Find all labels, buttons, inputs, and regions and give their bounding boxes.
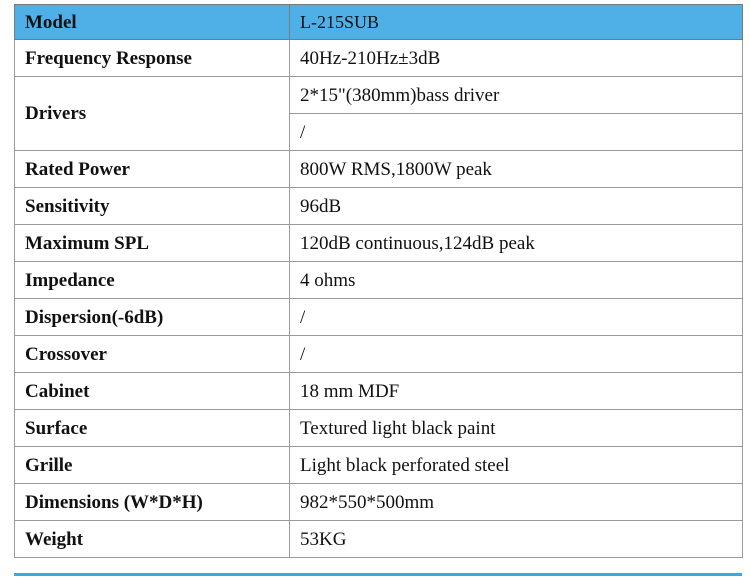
impedance-value: 4 ohms [290, 262, 743, 299]
surface-label: Surface [15, 410, 290, 447]
impedance-label: Impedance [15, 262, 290, 299]
weight-label: Weight [15, 521, 290, 558]
spec-table [14, 4, 743, 558]
surface-value: Textured light black paint [290, 410, 743, 447]
weight-value: 53KG [290, 521, 743, 558]
sensitivity-value: 96dB [290, 188, 743, 225]
row-rated-power [15, 151, 743, 188]
row-drivers [15, 77, 743, 114]
dispersion-label: Dispersion(-6dB) [15, 299, 290, 336]
dispersion-value: / [290, 299, 743, 336]
maximum-spl-value: 120dB continuous,124dB peak [290, 225, 743, 262]
row-maximum-spl [15, 225, 743, 262]
row-grille [15, 447, 743, 484]
header-row-model [15, 5, 743, 40]
crossover-label: Crossover [15, 336, 290, 373]
drivers-value-secondary: / [290, 114, 743, 151]
row-crossover [15, 336, 743, 373]
crossover-value: / [290, 336, 743, 373]
grille-label: Grille [15, 447, 290, 484]
maximum-spl-label: Maximum SPL [15, 225, 290, 262]
cabinet-value: 18 mm MDF [290, 373, 743, 410]
row-dispersion [15, 299, 743, 336]
model-value: L-215SUB [290, 5, 743, 40]
row-surface [15, 410, 743, 447]
dimensions-label: Dimensions (W*D*H) [15, 484, 290, 521]
rated-power-value: 800W RMS,1800W peak [290, 151, 743, 188]
frequency-response-value: 40Hz-210Hz±3dB [290, 40, 743, 77]
row-cabinet [15, 373, 743, 410]
cabinet-label: Cabinet [15, 373, 290, 410]
model-label: Model [15, 5, 290, 40]
bottom-accent-rule [14, 573, 742, 576]
row-impedance [15, 262, 743, 299]
dimensions-value: 982*550*500mm [290, 484, 743, 521]
rated-power-label: Rated Power [15, 151, 290, 188]
grille-value: Light black perforated steel [290, 447, 743, 484]
row-sensitivity [15, 188, 743, 225]
row-frequency-response [15, 40, 743, 77]
sensitivity-label: Sensitivity [15, 188, 290, 225]
drivers-value-bass: 2*15"(380mm)bass driver [290, 77, 743, 114]
drivers-label: Drivers [15, 77, 290, 151]
frequency-response-label: Frequency Response [15, 40, 290, 77]
row-weight [15, 521, 743, 558]
row-dimensions [15, 484, 743, 521]
